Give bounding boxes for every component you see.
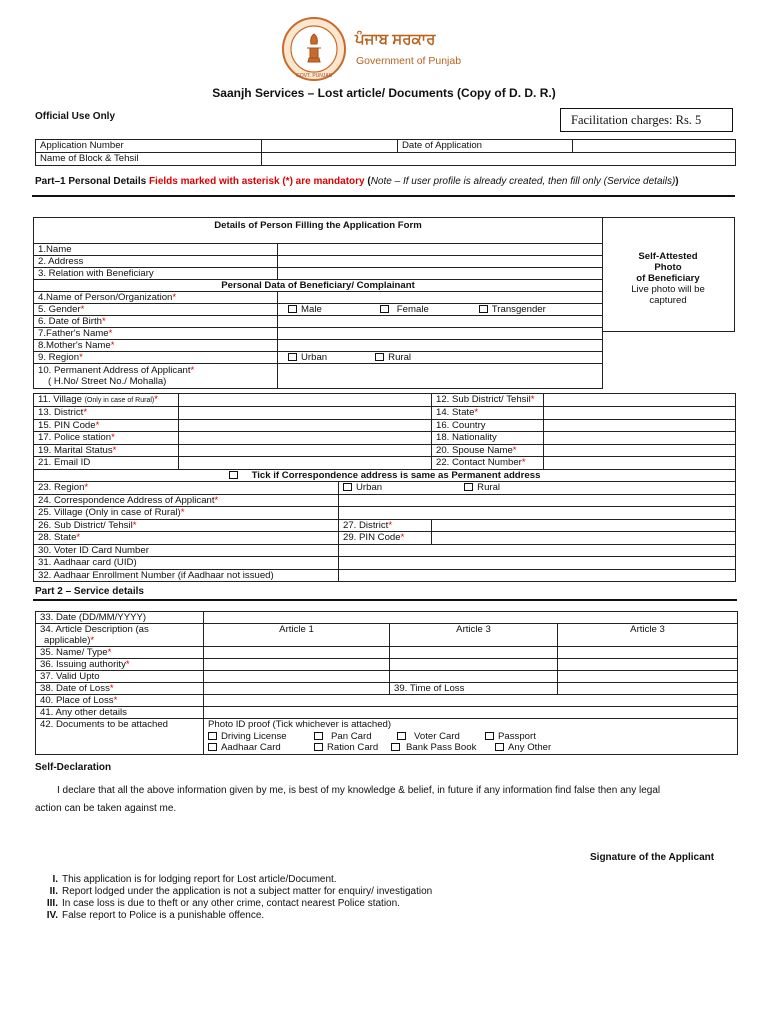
name-type-field-2[interactable] — [390, 647, 558, 659]
name-field[interactable] — [278, 244, 603, 256]
article-description-label: 34. Article Description (as applicable)* — [36, 624, 204, 647]
mother-name-label: 8.Mother's Name* — [34, 340, 278, 352]
village2-label: 25. Village (Only in case of Rural)* — [34, 507, 339, 520]
block-tehsil-field[interactable] — [262, 153, 736, 166]
dob-label: 6. Date of Birth* — [34, 316, 278, 328]
driving-license-checkbox[interactable] — [208, 732, 217, 740]
divider — [33, 599, 737, 601]
male-label: Male — [301, 304, 322, 315]
office-use-table — [35, 139, 736, 166]
name-type-field-3[interactable] — [558, 647, 738, 659]
beneficiary-data-header: Personal Data of Beneficiary/ Complainant — [34, 280, 603, 292]
photo-box[interactable]: Self-Attested Photo of Beneficiary Live photo will be captured — [602, 217, 735, 332]
seal-text: GOVT. PUNJAB — [295, 73, 333, 79]
permanent-address-field[interactable] — [278, 364, 603, 389]
marital-status-label: 19. Marital Status* — [34, 444, 179, 457]
enrollment-field[interactable] — [339, 569, 736, 582]
voter-card-label: Voter Card — [414, 730, 460, 742]
marital-status-field[interactable] — [179, 444, 432, 457]
photo-id-note: Photo ID proof (Tick whichever is attached) — [208, 719, 392, 730]
subdistrict2-label: 26. Sub District/ Tehsil* — [34, 519, 339, 532]
state-label: 14. State* — [432, 407, 544, 420]
issuing-authority-label: 36. Issuing authority* — [36, 659, 204, 671]
person-name-field[interactable] — [278, 292, 603, 304]
article-1-header: Article 1 — [204, 624, 390, 647]
pan-card-checkbox[interactable] — [314, 732, 323, 740]
gender-label: 5. Gender* — [34, 304, 278, 316]
valid-upto-label: 37. Valid Upto — [36, 671, 204, 683]
voter-card-checkbox[interactable] — [397, 732, 406, 740]
same-address-row — [34, 469, 736, 482]
application-number-label: Application Number — [36, 140, 262, 153]
name-type-label: 35. Name/ Type* — [36, 647, 204, 659]
gender-options — [278, 304, 603, 316]
corr-address-label: 24. Correspondence Address of Applicant* — [34, 494, 339, 507]
date-field[interactable] — [204, 612, 738, 624]
subdistrict-field[interactable] — [544, 394, 736, 407]
place-of-loss-label: 40. Place of Loss* — [36, 695, 204, 707]
contact-label: 22. Contact Number* — [432, 457, 544, 470]
bank-passbook-checkbox[interactable] — [391, 743, 400, 751]
district-label: 13. District* — [34, 407, 179, 420]
place-of-loss-field[interactable] — [204, 695, 738, 707]
any-other-label: Any Other — [508, 742, 552, 753]
declaration-text-2: action can be taken against me. — [35, 803, 177, 814]
issuing-authority-field-3[interactable] — [558, 659, 738, 671]
father-name-label: 7.Father's Name* — [34, 328, 278, 340]
filler-details-header: Details of Person Filling the Application Form — [34, 218, 603, 244]
pin2-label: 29. PIN Code* — [339, 532, 432, 545]
government-name: Government of Punjab — [356, 55, 462, 67]
time-of-loss-field[interactable] — [558, 683, 738, 695]
driving-license-label: Driving License — [221, 730, 287, 742]
pin2-field[interactable] — [432, 532, 736, 545]
relation-field[interactable] — [278, 268, 603, 280]
country-field[interactable] — [544, 419, 736, 432]
permanent-address-label: 10. Permanent Address of Applicant* ( H.No/ Street No./ Mohalla) — [34, 364, 278, 389]
signature-label: Signature of the Applicant — [590, 852, 715, 863]
enrollment-label: 32. Aadhaar Enrollment Number (if Aadhaar not issued) — [34, 569, 339, 582]
ration-card-label: Ration Card — [327, 742, 379, 753]
article-2-header: Article 3 — [390, 624, 558, 647]
country-label: 16. Country — [432, 419, 544, 432]
ration-card-checkbox[interactable] — [314, 743, 323, 751]
district2-label: 27. District* — [339, 519, 432, 532]
valid-upto-field-3[interactable] — [558, 671, 738, 683]
declaration-text-1: I declare that all the above information given by me, is best of my knowledge & belief, in future if any information find false then any legal — [57, 785, 661, 796]
documents-options — [204, 719, 738, 755]
same-address-checkbox[interactable] — [229, 471, 238, 479]
aadhaar-card-checkbox[interactable] — [208, 743, 217, 751]
part2-heading: Part 2 – Service details — [35, 586, 144, 597]
email-label: 21. Email ID — [34, 457, 179, 470]
state2-label: 28. State* — [34, 532, 339, 545]
any-other-checkbox[interactable] — [495, 743, 504, 751]
rural-checkbox[interactable] — [375, 353, 384, 361]
name-type-field-1[interactable] — [204, 647, 390, 659]
rural-label: Rural — [388, 352, 412, 363]
documents-label: 42. Documents to be attached — [36, 719, 204, 755]
passport-checkbox[interactable] — [485, 732, 494, 740]
time-of-loss-label: 39. Time of Loss — [390, 683, 558, 695]
address-details-table — [33, 393, 736, 582]
female-checkbox[interactable] — [380, 305, 389, 313]
district-field[interactable] — [179, 407, 432, 420]
transgender-checkbox[interactable] — [479, 305, 488, 313]
contact-field[interactable] — [544, 457, 736, 470]
urban2-label: Urban — [356, 482, 383, 493]
village-label: 11. Village (Only in case of Rural)* — [34, 394, 179, 407]
punjabi-title: ਪੰਜਾਬ ਸਰਕਾਰ — [355, 31, 436, 48]
urban-label: Urban — [301, 352, 328, 363]
corr-address-field[interactable] — [339, 494, 736, 507]
dob-field[interactable] — [278, 316, 603, 328]
state-field[interactable] — [544, 407, 736, 420]
issuing-authority-field-1[interactable] — [204, 659, 390, 671]
date-of-loss-field[interactable] — [204, 683, 390, 695]
village2-field[interactable] — [339, 507, 736, 520]
police-station-label: 17. Police station* — [34, 432, 179, 445]
police-station-field[interactable] — [179, 432, 432, 445]
nationality-field[interactable] — [544, 432, 736, 445]
aadhaar-label: 31. Aadhaar card (UID) — [34, 557, 339, 570]
bank-passbook-label: Bank Pass Book — [406, 742, 477, 753]
application-number-field[interactable] — [262, 140, 398, 153]
date-label: 33. Date (DD/MM/YYYY) — [36, 612, 204, 624]
relation-label: 3. Relation with Beneficiary — [34, 268, 278, 280]
aadhaar-field[interactable] — [339, 557, 736, 570]
block-tehsil-label: Name of Block & Tehsil — [36, 153, 262, 166]
village-field[interactable] — [179, 394, 432, 407]
person-name-label: 4.Name of Person/Organization* — [34, 292, 278, 304]
address-label: 2. Address — [34, 256, 278, 268]
same-address-label: Tick if Correspondence address is same as Permanent address — [251, 469, 541, 481]
address-field[interactable] — [278, 256, 603, 268]
list-item: III. In case loss is due to theft or any other crime, contact nearest Police station. — [46, 898, 400, 909]
pin-field[interactable] — [179, 419, 432, 432]
date-of-application-label: Date of Application — [398, 140, 573, 153]
nationality-label: 18. Nationality — [432, 432, 544, 445]
pan-card-label: Pan Card — [331, 730, 372, 742]
district2-field[interactable] — [432, 519, 736, 532]
issuing-authority-field-2[interactable] — [390, 659, 558, 671]
part1-heading: Part–1 Personal Details Fields marked with asterisk (*) are mandatory (Note – If user profile is already created, then fill only (Service details)) — [35, 176, 679, 187]
date-of-application-field[interactable] — [573, 140, 736, 153]
region2-options — [339, 482, 736, 495]
valid-upto-field-2[interactable] — [390, 671, 558, 683]
date-of-loss-label: 38. Date of Loss* — [36, 683, 204, 695]
aadhaar-card-label: Aadhaar Card — [221, 742, 281, 753]
rural2-label: Rural — [477, 482, 501, 493]
region-options — [278, 352, 603, 364]
other-details-label: 41. Any other details — [36, 707, 204, 719]
region-label: 9. Region* — [34, 352, 278, 364]
female-label: Female — [396, 304, 429, 315]
form-title: Saanjh Services – Lost article/ Documents (Copy of D. D. R.) — [212, 86, 556, 100]
spouse-name-label: 20. Spouse Name* — [432, 444, 544, 457]
applicant-details-table — [33, 217, 603, 389]
divider — [32, 195, 735, 197]
email-field[interactable] — [179, 457, 432, 470]
male-checkbox[interactable] — [288, 305, 297, 313]
self-declaration-title: Self-Declaration — [35, 762, 112, 773]
region2-label: 23. Region* — [34, 482, 339, 495]
father-name-field[interactable] — [278, 328, 603, 340]
pin-label: 15. PIN Code* — [34, 419, 179, 432]
voter-id-field[interactable] — [339, 544, 736, 557]
mother-name-field[interactable] — [278, 340, 603, 352]
urban-checkbox[interactable] — [288, 353, 297, 361]
service-details-table — [35, 611, 738, 755]
spouse-name-field[interactable] — [544, 444, 736, 457]
official-use-label: Official Use Only — [35, 111, 116, 122]
facilitation-charges: Facilitation charges: Rs. 5 — [560, 108, 733, 132]
list-item: II. Report lodged under the application is not a subject matter for enquiry/ investigation — [49, 886, 433, 897]
passport-label: Passport — [498, 730, 536, 742]
subdistrict-label: 12. Sub District/ Tehsil* — [432, 394, 544, 407]
name-label: 1.Name — [34, 244, 278, 256]
other-details-field[interactable] — [204, 707, 738, 719]
voter-id-label: 30. Voter ID Card Number — [34, 544, 339, 557]
list-item: IV. False report to Police is a punishable offence. — [46, 910, 265, 921]
rural2-checkbox[interactable] — [464, 483, 473, 491]
transgender-label: Transgender — [491, 304, 546, 315]
signature-area[interactable] — [590, 835, 720, 849]
punjab-seal-logo — [281, 16, 347, 82]
article-3-header: Article 3 — [558, 624, 738, 647]
valid-upto-field-1[interactable] — [204, 671, 390, 683]
urban2-checkbox[interactable] — [343, 483, 352, 491]
list-item: I. This application is for lodging report for Lost article/Document. — [52, 874, 337, 885]
